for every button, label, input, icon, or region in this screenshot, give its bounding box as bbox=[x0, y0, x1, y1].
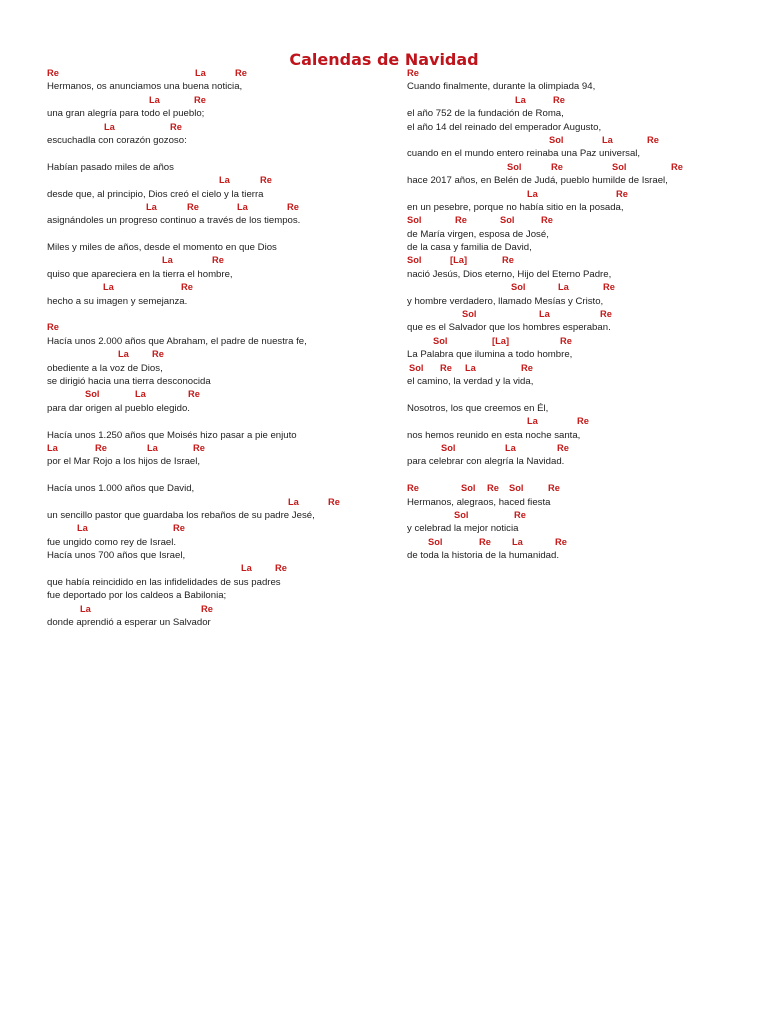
chord: Re bbox=[152, 349, 164, 360]
chord: Sol bbox=[409, 362, 424, 373]
chord: Re bbox=[95, 442, 107, 453]
lyric-text: Hermanos, alegraos, haced fiesta bbox=[407, 496, 551, 508]
chord: La bbox=[147, 442, 158, 453]
lyric-text: el año 14 del reinado del emperador Augusto, bbox=[407, 121, 602, 133]
chord-line bbox=[47, 603, 367, 616]
lyric-line bbox=[47, 107, 367, 120]
lyric-text: por el Mar Rojo a los hijos de Israel, bbox=[47, 456, 201, 468]
chord: Re bbox=[541, 215, 553, 226]
chord: La bbox=[195, 68, 206, 78]
lyric-line bbox=[407, 174, 737, 187]
chord: La bbox=[527, 188, 538, 199]
lyric-line bbox=[407, 549, 737, 562]
chord: Re bbox=[173, 523, 185, 534]
chord: La bbox=[103, 282, 114, 293]
chord: Re bbox=[521, 362, 533, 373]
lyric-line bbox=[407, 348, 737, 361]
lyric-line bbox=[47, 335, 367, 348]
lyric-text: el año 752 de la fundación de Roma, bbox=[407, 108, 564, 120]
lyric-line bbox=[47, 295, 367, 308]
right-column bbox=[407, 67, 737, 562]
blank-line bbox=[47, 415, 367, 428]
chord: Re bbox=[557, 442, 569, 453]
chord-line bbox=[47, 94, 367, 107]
lyric-line bbox=[407, 402, 737, 415]
chord-line bbox=[407, 214, 737, 227]
chord: Re bbox=[212, 255, 224, 266]
lyric-line bbox=[407, 121, 737, 134]
chord: Sol bbox=[85, 389, 100, 400]
lyric-line bbox=[47, 576, 367, 589]
page-title: Calendas de Navidad bbox=[289, 50, 479, 69]
chord: La bbox=[149, 94, 160, 105]
chord-line bbox=[407, 442, 737, 455]
blank-line bbox=[47, 469, 367, 482]
chord: Re bbox=[548, 483, 560, 494]
lyric-text: el camino, la verdad y la vida, bbox=[407, 375, 534, 387]
chord-line bbox=[407, 362, 737, 375]
chord: La bbox=[77, 523, 88, 534]
lyric-line bbox=[407, 375, 737, 388]
chord: La bbox=[515, 94, 526, 105]
chord: Re bbox=[440, 362, 452, 373]
left-column bbox=[47, 67, 367, 629]
blank-line bbox=[47, 308, 367, 321]
chord: La bbox=[135, 389, 146, 400]
lyric-line bbox=[407, 107, 737, 120]
lyric-text: nació Jesús, Dios eterno, Hijo del Eterno Padre, bbox=[407, 268, 612, 280]
lyric-text: Miles y miles de años, desde el momento en que Dios bbox=[47, 242, 277, 254]
chord: Sol bbox=[407, 255, 422, 266]
lyric-text: hace 2017 años, en Belén de Judá, pueblo humilde de Israel, bbox=[407, 175, 668, 187]
chord: La bbox=[288, 496, 299, 507]
chord: Re bbox=[514, 509, 526, 520]
lyric-text: asignándoles un progreso continuo a través de los tiempos. bbox=[47, 215, 301, 227]
lyric-line bbox=[47, 268, 367, 281]
chord-line bbox=[47, 562, 367, 575]
lyric-text: y celebrad la mejor noticia bbox=[407, 523, 519, 535]
chord-line bbox=[407, 536, 737, 549]
chord-line bbox=[407, 94, 737, 107]
lyric-text: Hacía unos 1.250 años que Moisés hizo pasar a pie enjuto bbox=[47, 429, 297, 441]
chord: Re bbox=[603, 282, 615, 293]
chord: Re bbox=[181, 282, 193, 293]
lyric-text: de María virgen, esposa de José, bbox=[407, 228, 549, 240]
chord: [La] bbox=[492, 335, 510, 346]
chord-line bbox=[47, 201, 367, 214]
lyric-text: Habían pasado miles de años bbox=[47, 161, 174, 173]
chord-line bbox=[407, 161, 737, 174]
chord: La bbox=[162, 255, 173, 266]
lyric-line bbox=[47, 402, 367, 415]
lyric-line bbox=[407, 321, 737, 334]
chord-line bbox=[407, 281, 737, 294]
chord: La bbox=[104, 121, 115, 132]
lyric-line bbox=[47, 134, 367, 147]
lyric-text: desde que, al principio, Dios creó el cielo y la tierra bbox=[47, 188, 264, 200]
lyric-line bbox=[47, 214, 367, 227]
blank-line bbox=[407, 469, 737, 482]
lyric-line bbox=[407, 496, 737, 509]
chord-line bbox=[47, 348, 367, 361]
chord-line bbox=[47, 442, 367, 455]
lyric-text: de la casa y familia de David, bbox=[407, 242, 532, 254]
lyric-line bbox=[47, 429, 367, 442]
chord: La bbox=[47, 442, 58, 453]
blank-line bbox=[407, 388, 737, 401]
lyric-line bbox=[47, 509, 367, 522]
chord: Re bbox=[287, 201, 299, 212]
chord: Sol bbox=[507, 161, 522, 172]
lyric-text: que es el Salvador que los hombres esperaban. bbox=[407, 322, 611, 334]
chord: La bbox=[602, 134, 613, 145]
blank-line bbox=[47, 228, 367, 241]
lyric-text: que había reincidido en las infidelidades de sus padres bbox=[47, 576, 281, 588]
chord-line bbox=[47, 321, 367, 334]
chord-line bbox=[47, 388, 367, 401]
chord: Sol bbox=[509, 483, 524, 494]
chord-line bbox=[407, 254, 737, 267]
chord: La bbox=[80, 603, 91, 614]
chord-line bbox=[407, 482, 737, 495]
chord: Sol bbox=[462, 309, 477, 320]
chord: Sol bbox=[407, 215, 422, 226]
lyric-line bbox=[407, 295, 737, 308]
lyric-line bbox=[47, 80, 367, 93]
lyric-line bbox=[47, 536, 367, 549]
lyric-text: nos hemos reunido en esta noche santa, bbox=[407, 429, 581, 441]
lyric-text: hecho a su imagen y semejanza. bbox=[47, 295, 188, 307]
chord: Sol bbox=[454, 509, 469, 520]
chord: La bbox=[219, 175, 230, 186]
chord: Sol bbox=[511, 282, 526, 293]
chord-line bbox=[47, 67, 367, 80]
lyric-line bbox=[47, 188, 367, 201]
chord: Sol bbox=[428, 536, 443, 547]
lyric-text: escuchadla con corazón gozoso: bbox=[47, 134, 187, 146]
chord: Re bbox=[193, 442, 205, 453]
chord: Sol bbox=[500, 215, 515, 226]
chord: Re bbox=[455, 215, 467, 226]
chord: Re bbox=[47, 68, 59, 78]
lyric-line bbox=[407, 80, 737, 93]
lyric-line bbox=[407, 268, 737, 281]
chord: La bbox=[527, 416, 538, 427]
lyric-text: Nosotros, los que creemos en Él, bbox=[407, 402, 549, 414]
lyric-line bbox=[47, 616, 367, 629]
chord: Re bbox=[194, 94, 206, 105]
lyric-text: y hombre verdadero, llamado Mesías y Cristo, bbox=[407, 295, 604, 307]
chord-line bbox=[47, 522, 367, 535]
lyric-text: Hacía unos 1.000 años que David, bbox=[47, 483, 195, 495]
lyric-line bbox=[47, 549, 367, 562]
chord: Re bbox=[170, 121, 182, 132]
chord: La bbox=[465, 362, 476, 373]
chord: Sol bbox=[461, 483, 476, 494]
chord: Re bbox=[275, 563, 287, 574]
chord: [La] bbox=[450, 255, 468, 266]
chord: La bbox=[539, 309, 550, 320]
lyric-text: obediente a la voz de Dios, bbox=[47, 362, 163, 374]
lyric-line bbox=[407, 147, 737, 160]
lyric-line bbox=[407, 522, 737, 535]
lyric-text: quiso que apareciera en la tierra el hombre, bbox=[47, 268, 233, 280]
chord: Re bbox=[577, 416, 589, 427]
lyric-text: una gran alegría para todo el pueblo; bbox=[47, 108, 205, 120]
chord: Sol bbox=[441, 442, 456, 453]
chord-line bbox=[47, 496, 367, 509]
chord: Re bbox=[407, 483, 419, 494]
chord-line bbox=[47, 281, 367, 294]
lyric-text: fue deportado por los caldeos a Babilonia; bbox=[47, 590, 227, 602]
lyric-line bbox=[47, 375, 367, 388]
chord: Re bbox=[616, 188, 628, 199]
chord: Re bbox=[260, 175, 272, 186]
lyric-text: en un pesebre, porque no había sitio en la posada, bbox=[407, 201, 624, 213]
chord-line bbox=[407, 509, 737, 522]
lyric-text: un sencillo pastor que guardaba los rebaños de su padre Jesé, bbox=[47, 509, 315, 521]
chord: Re bbox=[551, 161, 563, 172]
lyric-text: donde aprendió a esperar un Salvador bbox=[47, 617, 211, 629]
lyric-line bbox=[407, 228, 737, 241]
chord-line bbox=[407, 335, 737, 348]
lyric-text: para celebrar con alegría la Navidad. bbox=[407, 456, 565, 468]
chord: Re bbox=[560, 335, 572, 346]
chord: Re bbox=[235, 68, 247, 78]
chord: Re bbox=[600, 309, 612, 320]
chord: Re bbox=[187, 201, 199, 212]
lyric-text: Hacía unos 700 años que Israel, bbox=[47, 550, 186, 562]
lyric-line bbox=[407, 455, 737, 468]
blank-line bbox=[47, 147, 367, 160]
lyric-line bbox=[47, 362, 367, 375]
lyric-line bbox=[47, 161, 367, 174]
chord: Re bbox=[328, 496, 340, 507]
lyric-line bbox=[47, 482, 367, 495]
chord: La bbox=[146, 201, 157, 212]
lyric-text: Hacía unos 2.000 años que Abraham, el padre de nuestra fe, bbox=[47, 335, 307, 347]
chord: Re bbox=[553, 94, 565, 105]
lyric-text: de toda la historia de la humanidad. bbox=[407, 550, 560, 562]
lyric-text: cuando en el mundo entero reinaba una Paz universal, bbox=[407, 148, 641, 160]
chord-line bbox=[407, 188, 737, 201]
lyric-line bbox=[407, 241, 737, 254]
lyric-text: fue ungido como rey de Israel. bbox=[47, 536, 177, 548]
lyric-line bbox=[407, 429, 737, 442]
chord: La bbox=[505, 442, 516, 453]
chord: Re bbox=[671, 161, 683, 172]
lyric-line bbox=[407, 201, 737, 214]
chord: Re bbox=[487, 483, 499, 494]
lyric-line bbox=[47, 589, 367, 602]
chord: Re bbox=[201, 603, 213, 614]
chord-line bbox=[47, 254, 367, 267]
lyric-text: se dirigió hacia una tierra desconocida bbox=[47, 375, 211, 387]
chord: La bbox=[237, 201, 248, 212]
lyric-text: Cuando finalmente, durante la olimpiada 94, bbox=[407, 81, 596, 93]
chord-line bbox=[47, 121, 367, 134]
lyric-text: para dar origen al pueblo elegido. bbox=[47, 402, 190, 414]
lyric-text: Hermanos, os anunciamos una buena noticia, bbox=[47, 81, 243, 93]
chord: Sol bbox=[549, 134, 564, 145]
chord: Re bbox=[502, 255, 514, 266]
chord: La bbox=[558, 282, 569, 293]
chord: Re bbox=[407, 68, 419, 78]
chord: Sol bbox=[612, 161, 627, 172]
lyric-line bbox=[47, 241, 367, 254]
chord-line bbox=[407, 134, 737, 147]
chord: Re bbox=[647, 134, 659, 145]
chord: Re bbox=[479, 536, 491, 547]
lyric-text: La Palabra que ilumina a todo hombre, bbox=[407, 349, 573, 361]
chord: La bbox=[118, 349, 129, 360]
chord: Sol bbox=[433, 335, 448, 346]
chord: La bbox=[241, 563, 252, 574]
lyric-line bbox=[47, 455, 367, 468]
chord: Re bbox=[555, 536, 567, 547]
chord: Re bbox=[188, 389, 200, 400]
chord-line bbox=[407, 67, 737, 80]
chord-line bbox=[407, 415, 737, 428]
chord: Re bbox=[47, 322, 59, 333]
chord-line bbox=[47, 174, 367, 187]
chord-line bbox=[407, 308, 737, 321]
chord: La bbox=[512, 536, 523, 547]
